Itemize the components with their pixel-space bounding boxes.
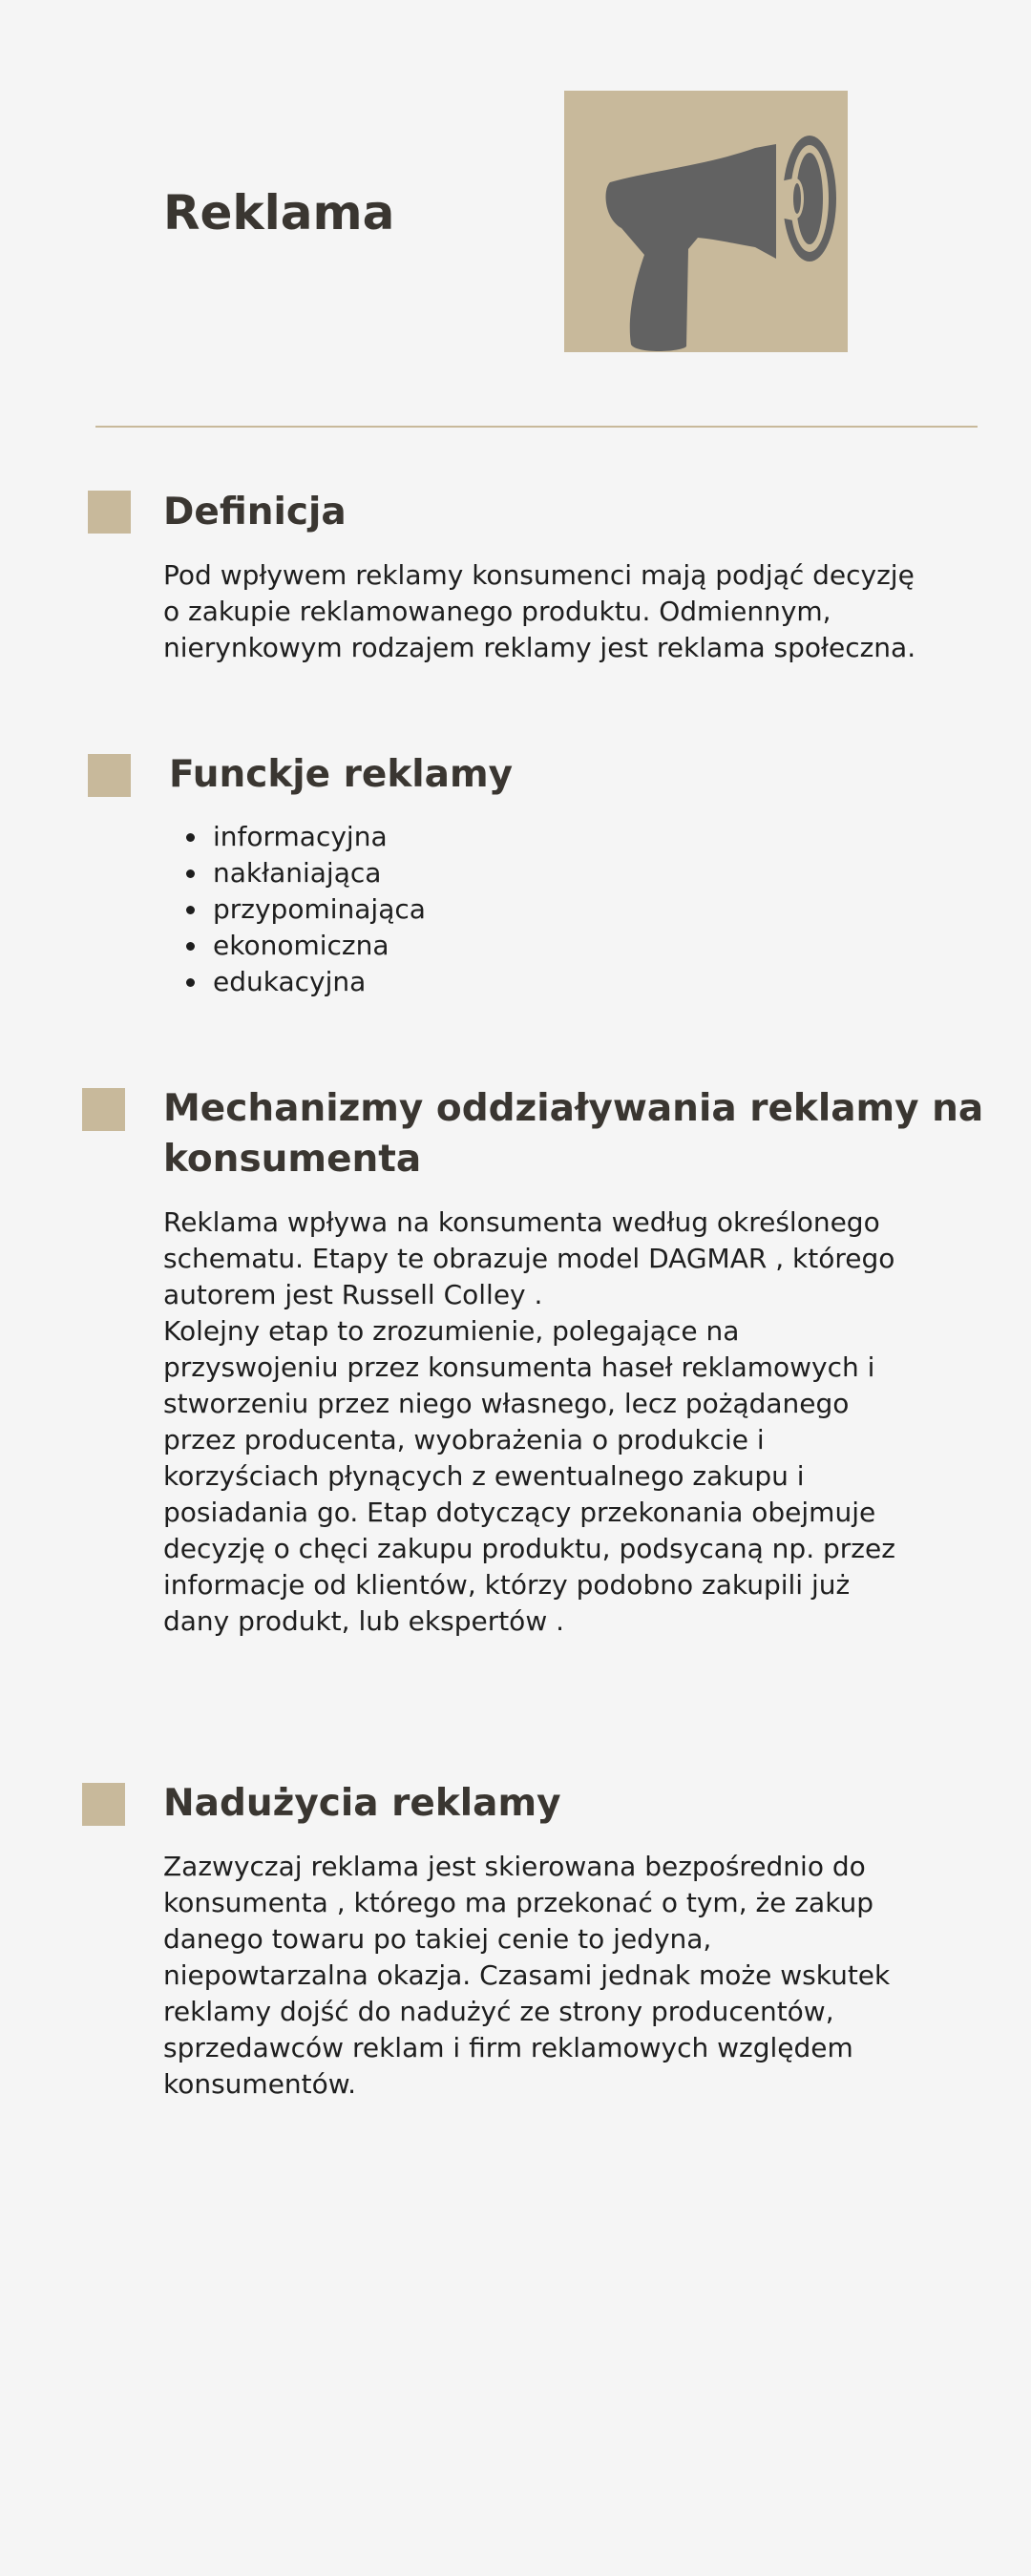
- list-item: edukacyjna: [175, 964, 426, 1000]
- section-heading-mechanisms: Mechanizmy oddziaływania reklamy na konsumenta: [163, 1087, 984, 1181]
- megaphone-icon: [564, 91, 848, 352]
- section-text-definition: Pod wpływem reklamy konsumenci mają podjąć decyzję o zakupie reklamowanego produktu. Odmiennym, nierynkowym rodzajem reklamy jest reklama społeczna.: [163, 559, 916, 663]
- section-marker: [88, 754, 131, 797]
- functions-list: [175, 819, 426, 1000]
- section-heading-functions: Funckje reklamy: [169, 753, 514, 796]
- divider: [95, 426, 978, 428]
- list-item: nakłaniająca: [175, 855, 426, 891]
- list-item: ekonomiczna: [175, 928, 426, 964]
- page-title: Reklama: [163, 185, 395, 241]
- section-marker: [88, 491, 131, 534]
- list-item: informacyjna: [175, 819, 426, 855]
- section-marker: [82, 1088, 125, 1131]
- hero-image: [564, 91, 848, 352]
- section-text-mechanisms: Reklama wpływa na konsumenta według określonego schematu. Etapy te obrazuje model DAGMAR , którego autorem jest Russell Colley . Kolejny etap to zrozumienie, polegające na przyswojeniu przez konsumenta haseł reklamowych i stworzeniu przez niego własnego, lecz pożądanego przez producenta, wyobrażenia o produkcie i korzyściach płynących z ewentualnego zakupu i posiadania go. Etap dotyczący przekonania obejmuje decyzję o chęci zakupu produktu, podsycaną np. przez informacje od klientów, którzy podobno zakupili już dany produkt, lub ekspertów .: [163, 1206, 895, 1637]
- section-text-abuse: Zazwyczaj reklama jest skierowana bezpośrednio do konsumenta , którego ma przekonać o tym, że zakup danego towaru po takiej cenie to jedyna, niepowtarzalna okazja. Czasami jednak może wskutek reklamy dojść do nadużyć ze strony producentów, sprzedawców reklam i firm reklamowych względem konsumentów.: [163, 1851, 891, 2100]
- section-heading-definition: Definicja: [163, 491, 347, 534]
- list-item: przypominająca: [175, 891, 426, 928]
- section-heading-abuse: Nadużycia reklamy: [163, 1782, 561, 1825]
- section-marker: [82, 1783, 125, 1826]
